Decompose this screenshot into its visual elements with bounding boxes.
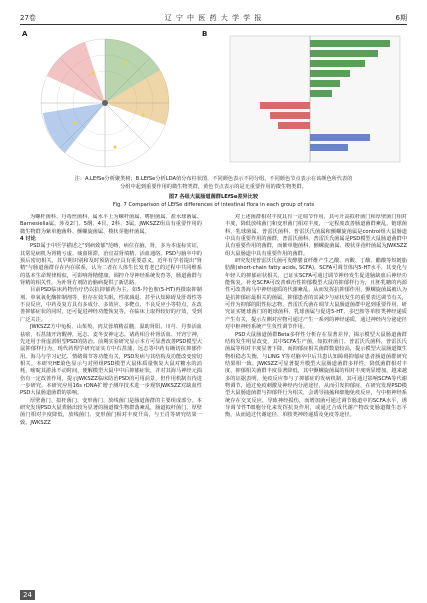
figure-note-line1: 注：A.LEfSe分析聚类树；B.LEfSe分析LDA值分布柱状图，不同颜色表示不同分组，不同颜色节点表示在该颜色所代表的 (74, 176, 353, 182)
paragraph: 目前PSD临床药物治疗仍以抗抑郁药为主，如5-羟色胺(5-HT)再摄取抑制剂、单氧氧化酶抑制剂等，但存在效失眠、性欲减退、甚至认知障碍及肝毒性等不良反应，中药及复方具有多成分、多效应、多靶点、不良反应小等特点，在改善抑郁症状的同时，还可促进神经功能恢复等，在临床上取得较好的疗效，受到广泛关注。 (20, 287, 202, 323)
right-column (225, 214, 407, 588)
paragraph: 对上述菌群相对丰度具有一定调节作用，其可升高拟杆菌门和厚壁菌门相对丰度，降低放线菌门和变形菌门相对丰度，一定程度改善肠道菌群紊乱。链球菌科、乳球菌属、普雷沃菌科、普雷沃氏菌属和颤螺旋菌属是control组大鼠肠道中具有重要作用的菌群，普雷沃菌科、普雷沃氏菌属是PSD模型大鼠肠道菌群中具有重要作用的菌群，而紫单胞菌科、颤螺旋菌属、梭状芽孢杆菌属为JWKSZZ组大鼠肠道中具有重要作用的菌群。 (225, 214, 407, 257)
panel-a-label: A (22, 30, 28, 38)
journal-title: 辽 宁 中 医 药 大 学 学 报 (164, 14, 263, 22)
lda-barchart-panel (200, 30, 407, 172)
figure-title-en: Fig. 7 Comparison of LEfSe differences of intestinal flora in each group of rats (112, 202, 315, 208)
paragraph: PSD属于中医学描述之"到病致郁"范畴，病位在脑，肾，多为本虚标实证，其常见病机为肾精亏虚、痰血阻滞，治宜益肾填精、活血通络。PSD与脑卒中的预后密切相关，其早期识别和及时预防治疗具有重要意义，近年有学者提出"肾精"与肠道菌群存在内在联系，认为二者在人体生长发育老已的过程中共同维系的基本生命规律相似，可影响肾精健康，调控介导神经系统发育等，肠道菌群与肾精的相关性，为补肾方剂防治脑病提供了新思路。 (20, 243, 202, 287)
paragraph: JWKSZZ方中龟板、山茱萸、肉苁蓉填精益髓，温助肾阳，川芎、丹参活血祛瘀，石菖蒲开窍醒神，远志、麦冬安神定志。诸药相合补肾活血、开窍宁神，先还用于肾虚淤阻型PSD的防治。前期实验研究显示本方可显著改善PSD模型大鼠抑郁样行为，现代药理学研究证实方中石菖蒲、远志等中药有确切抗抑郁作用。海马与学习记忆、情绪调节等功能有关，PSD发病与其结构及功能改变密切相关。本研究HE染色显示与对照组PSD模型大鼠体质量恢复大鼠对糖水的消耗，嘧啶其游泳不动时间，便解模型大鼠中中后抑郁症状，并对其海马神经元损伤有一定改善作用，提示JWKSZZ临床防治PSD的可用前景，但作用机制有待进一步研究。本研究应用16s rDNA扩增子测序技术进一步观察JWKSZZ对缺血性PSD大鼠肠道菌群的影响。 (20, 324, 202, 397)
page-number: 24 (20, 590, 35, 600)
left-column (20, 214, 202, 588)
figure-note-line2: 分组中起到重要作用的微生物类群，黄色节点表示的是无重要作用的微生物类群。 (120, 184, 307, 190)
paragraph: 研究发现普雷沃氏菌可发酵膳食纤维产生乙酸、丙酸、丁酸、醋酸等短链脂肪酸(short-chain fatty acids, SCFA)，SCFA可调节体内5-HT水平，其变化与年轻人的抑郁症状相关，已证实SCFA可通过调节神经发生促进脑缺血后神经功能恢复，补充SCFA可改善难治性抑郁模型大鼠的抑郁样行为，且胚乳糖的内源性可改善海马中神经递质的代谢紊乱，从而发挥抗抑郁作用，颤螺旋菌属被认为是抗抑郁症最相关的菌属，抑郁患者的其减少与症状发生的重要表达调节有关，可作为抑郁的阳性标志物，普雷沃氏菌在调节大鼠肠道菌群中起到重要作用，研究证实链球菌门的链球菌科、乳球菌属与促进5-HT、多巴胺等单胺类神经递质产生有关，提示左侧对应物可通过产生一系列的神经递质，通过神经内分泌途径对中枢神经系统产生负性调节作用。 (225, 258, 407, 331)
paragraph: 为螺杆菌科、丹毒丝菌科、属水平上为螺杆菌属、嗜胆菌属、盐水球菌属、Barnesiella属。涉及2门、5纲、4目、2科、3属。JWKSZZ组具有重要作用的微生物群为紫单胞菌科、颤螺旋菌属、梭状芽胞杆菌属。 (20, 214, 202, 235)
lda-barchart-graphic (200, 30, 407, 172)
figure-7 (20, 30, 407, 172)
section-heading: 4 讨论 (20, 236, 36, 243)
figure-title-cn: 图7 各组大鼠肠道菌群LEfSe差异比较 (168, 194, 259, 200)
paragraph: PSD大鼠肠道菌群Beta多样性分析存在显著差异，揭示模型大鼠肠道菌群结构发生明显改变，其中SCFA生产菌，如拟杆菌门、普雷沃氏菌科、普雷沃氏菌属等相对丰度显著下降，而抑郁症相关菌群数量较高，提示模型大鼠肠道微生物组稳态失衡，与LING Y等对脑卒中后共患认知障碍抑郁症患者肠道菌群研究结果相一致。JWKSZZ可显著提升模型大鼠肠道菌群多样性，降低菌群相对丰度，抑郁相关菌群丰度显著降低，其中颤螺旋菌属的相对丰度明显增加，越来越多的证据表明，免疫反应参与了抑郁症的发病机制，其可通过影响SCFA等代谢物调节，通过免疫刺激及神经内分泌途径，从而引发抑郁症，在研究发现PSD模型大鼠肠道菌群与抑郁样行为相关，会诱导抽搐和细胞免疫反应，与中枢神经系统存在交叉反应，导致神经损伤，而增加菌可通过调节肠道中的SCFA水平，诱导调节性T细胞分化来发挥抗炎作用，或通过合成代谢产物改变肠道微生态平衡，从而通过代谢途径、单胺类神经递质及免疫等途径。 (225, 331, 407, 419)
panel-b-label: B (202, 30, 208, 38)
cladogram-graphic (20, 30, 190, 172)
issue-label: 6期 (395, 14, 407, 22)
cladogram-panel (20, 30, 190, 172)
paragraph: 厚壁菌门、拟杆菌门、变形菌门、放线菌门是肠道菌群的主要组成部分，本研究发现PSD大鼠粪肠出较为显著的肠道微生物群落紊乱，肠道拟杆菌门、厚壁菌门相对丰度降低，放线菌门、变形菌门相对丰度升高，与王肖等研究结果一致。JWKSZZ (20, 397, 202, 426)
volume-label: 27卷 (20, 14, 36, 22)
header-rule (20, 24, 407, 25)
